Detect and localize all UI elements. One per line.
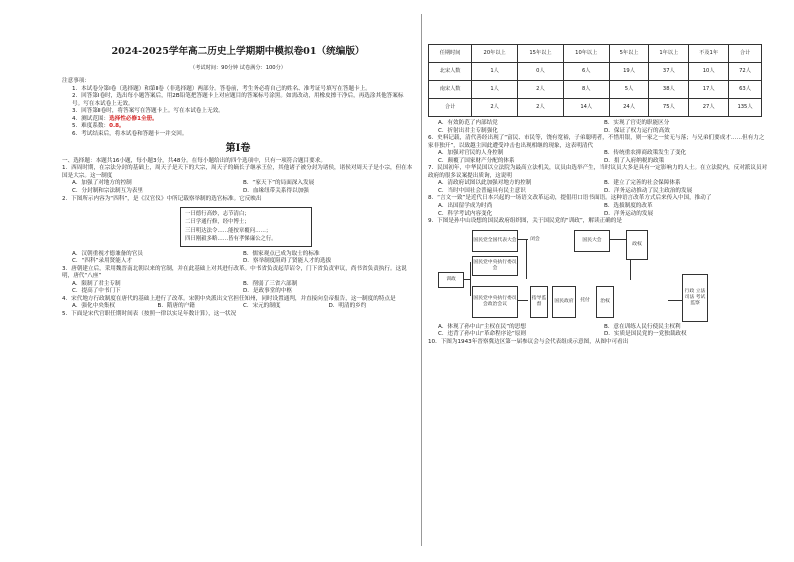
option[interactable]: B．“家天下”的局面深入发展: [243, 180, 315, 187]
node-five-branches: 行政 立法 司法 考试 监察: [682, 274, 708, 322]
table-cell: 2人: [472, 99, 518, 117]
government-structure-diagram: [428, 230, 770, 324]
option[interactable]: C．科学考试内容变化: [438, 210, 493, 217]
connector-line: [668, 300, 682, 301]
option[interactable]: C．提高了中书门下: [72, 288, 121, 295]
connector-line: [526, 239, 527, 279]
table-cell: 19人: [609, 63, 649, 81]
question-7: 7．民国初年，中华民国以立法院为最高立法机关，议员由选举产生，当时议员大多是具有一定影响力的人士。在立法院内，反对派议员对政府的很多议案提出质询，这说明: [428, 165, 768, 179]
option[interactable]: C．颠覆了国家财产分配的体系: [438, 157, 515, 164]
option[interactable]: A．清政府试图以此加强对地方的控制: [438, 180, 532, 187]
node-entrust: 托付: [578, 286, 592, 316]
question-6: 6．史料记载，清代善经出现了“富民、市民等，饶有宽裕，子弟聪明者，不惜用银，则一家之一贫无与落；与兄弟们要成才……但有力之家非独开”，以致越主因此遭受冲击也出现相继的现象，这表明清代: [428, 135, 765, 149]
exam-subtitle: （考试时间：90分钟 试卷满分：100分）: [190, 64, 286, 71]
option[interactable]: C．分封制和宗法制互为表里: [72, 188, 144, 195]
table-row: [429, 63, 762, 81]
table-cell: 1人: [472, 81, 518, 99]
table-header-cell: 15年以上: [518, 45, 564, 63]
option[interactable]: B．削弱了三省六部制: [243, 280, 298, 287]
question-3: 3．唐朝建立后，采用魏晋南北朝以来的官制，并在此基础上对其进行改革。中书省负责起草诏令，门下省负责审议，尚书省负责执行。这说明，唐代“八座”: [62, 265, 407, 280]
question-2-options: [62, 251, 414, 266]
option[interactable]: A．加强对官民的人身控制: [438, 150, 504, 157]
node-governance-power: 治权: [596, 286, 614, 318]
question-4: 4．宋代地方行政制度在唐代的基础上进行了改革。宋朝中央派出文官担任知州，同时设置通判，并直接向皇帝报告，这一制度的特点是: [62, 295, 396, 302]
option[interactable]: D．血缘纽带关系得以加强: [243, 188, 309, 195]
node-central-executive: 国民党中央执行委员会: [472, 256, 518, 276]
node-national-assembly: 国民大会: [574, 230, 610, 252]
option[interactable]: B．实现了官吏的职能区分: [604, 120, 670, 126]
difficulty-value: 0.8。: [109, 123, 125, 130]
node-guidance: 指导监督: [530, 286, 548, 318]
option[interactable]: D．明清的乡约: [328, 303, 367, 310]
table-cell: 10人: [689, 63, 729, 81]
node-political-council: 国民党中央执行委员会政治会议: [472, 286, 518, 318]
option[interactable]: A．出国留学成为时尚: [438, 203, 493, 210]
table-header-cell: 任期时间: [429, 45, 472, 63]
option[interactable]: D．是政事堂的中枢: [243, 288, 293, 295]
option[interactable]: D．保证了权力运行的高效: [604, 127, 670, 134]
table-row: [429, 99, 762, 117]
quote-line: 四曰刚毅多略……皆有孝悌廉公之行。: [185, 236, 277, 243]
connector-line: [470, 262, 471, 296]
table-cell: 5人: [609, 81, 649, 99]
tenure-table: [428, 44, 762, 117]
question-2: 2．下图所示内容为“四科”，是《汉官仪》中所记载察举制的选官标准。它反映出: [62, 195, 262, 202]
question-4-options: [62, 303, 414, 311]
option[interactable]: C．“四科”录用贤能人才: [72, 258, 133, 265]
option[interactable]: B．建立了完善的社会保障体系: [604, 180, 681, 187]
table-cell: 75人: [649, 99, 689, 117]
table-header-cell: 1年以上: [649, 45, 689, 63]
question-6-options: [428, 150, 770, 165]
question-5: 5．下面是宋代官职任期时间表（按照一律以实足年数计算），这一状况: [62, 310, 237, 317]
table-cell: 8人: [563, 81, 609, 99]
table-row: [429, 81, 762, 99]
node-tutelage: 训政: [438, 272, 464, 288]
quote-line: 二曰学通行修，经中博士；: [185, 219, 250, 226]
note-4-label: 4．测试范围：: [72, 115, 110, 122]
node-political-power: 政权: [626, 230, 648, 260]
option[interactable]: D．洋务运动的发展: [604, 210, 654, 217]
note-5-label: 5．难度系数：: [72, 123, 110, 130]
table-cell: 135人: [729, 99, 762, 117]
question-9-options: [428, 324, 770, 339]
table-cell: 24人: [609, 99, 649, 117]
table-cell: 北宋人数: [429, 63, 472, 81]
table-header-cell: 不及1年: [689, 45, 729, 63]
option[interactable]: B．意在训练人民行使民主权利: [604, 323, 681, 330]
section-instructions: 一、选择题：本题共16小题，每小题3分，共48分。在每小题给出的四个选项中，只有一项符合题目要求。: [62, 157, 326, 164]
column-divider: [421, 14, 422, 546]
table-cell: 6人: [563, 63, 609, 81]
option[interactable]: A．有效防范了内部结党: [438, 120, 498, 126]
question-8: 8．“言文一致”是近代日本兴起的一场语文改革运动，提倡用口语书面语。这种语言改革方式后来传入中国，推动了: [428, 195, 712, 202]
table-cell: 1人: [472, 63, 518, 81]
option[interactable]: C．当时中国社会普遍具有民主意识: [438, 187, 526, 194]
left-column: [62, 0, 414, 319]
option[interactable]: D．捐了入府纳税的政策: [604, 157, 665, 164]
option[interactable]: A．限制了君主专制: [72, 280, 121, 287]
option[interactable]: C．宋元的制度: [243, 303, 281, 310]
note-3: 3．回答第Ⅱ卷时，将答案写在答题卡上。写在本试卷上无效。: [72, 108, 224, 115]
note-2: 2．回答第Ⅰ卷时，选出每小题答案后，用2B铅笔把答题卡上对应题目的答案标号涂黑。如需改动，用橡皮擦干净后，再选涂其他答案标号。写在本试卷上无效。: [72, 93, 404, 107]
question-9: 9．下图是孙中山设想的国民政府组织图，关于国民党的“训政”，解读正确的是: [428, 218, 622, 225]
quote-line: 一曰德行高妙，志节清白；: [185, 211, 250, 218]
option[interactable]: D．察举制度阻碍了贤能人才的选拔: [243, 258, 332, 265]
option[interactable]: A．强化中央集权: [72, 303, 115, 310]
exam-title: 2024-2025学年高二历史上学期期中模拟卷01（统编版）: [111, 46, 365, 57]
option[interactable]: C．违背了孙中山“革命程序论”原则: [438, 331, 527, 338]
connector-line: [608, 239, 626, 240]
table-cell: 27人: [689, 99, 729, 117]
question-1-options: [62, 180, 414, 195]
node-national-government: 国民政府: [552, 286, 576, 318]
option[interactable]: A．汉朝重视才德兼备的官员: [72, 250, 143, 257]
table-cell: 72人: [729, 63, 762, 81]
note-6: 6．考试结束后，将本试卷和答题卡一并交回。: [72, 130, 188, 137]
table-cell: 南宋人数: [429, 81, 472, 99]
question-3-options: [62, 281, 414, 296]
notes-heading: 注意事项：: [62, 77, 90, 84]
node-party-congress: 国民党全国代表大会: [472, 230, 518, 252]
note-5: [62, 123, 414, 131]
option[interactable]: B．儒家观点已成为取士的标准: [243, 250, 320, 257]
table-cell: 14人: [563, 99, 609, 117]
option[interactable]: B．传统重农抑商政策发生了变化: [604, 150, 687, 157]
node-recess: 闭会: [528, 233, 542, 247]
quote-line: 三曰明达法令……能按章覆问……；: [185, 227, 272, 234]
connector-line: [630, 258, 631, 280]
table-header-cell: 合计: [729, 45, 762, 63]
option[interactable]: C．折射出君主专制强化: [438, 127, 498, 134]
option[interactable]: B．隋唐的户籍: [157, 303, 195, 310]
table-cell: 37人: [649, 63, 689, 81]
question-1: 1．西周时期，在宗法分封的基础上，周天子是天下的大宗，周天子的嫡长子继承王位，其他诸子被分封为诸侯，诸侯对周天子是小宗，但在本国是大宗。这一制度: [62, 165, 413, 179]
table-cell: 38人: [649, 81, 689, 99]
question-5-options: [428, 120, 770, 135]
option[interactable]: B．选拔制度的改革: [604, 203, 653, 210]
table-cell: 63人: [729, 81, 762, 99]
option[interactable]: D．实质是国民党的一党独裁政权: [604, 331, 687, 338]
question-8-options: [428, 203, 770, 218]
table-cell: 0人: [518, 63, 564, 81]
option[interactable]: A．体现了孙中山“主权在民”的思想: [438, 323, 526, 330]
table-cell: 2人: [518, 99, 564, 117]
option[interactable]: A．加强了对地方的控制: [72, 180, 132, 187]
table-cell: 17人: [689, 81, 729, 99]
table-header-row: [429, 45, 762, 63]
volume-heading: 第Ⅰ卷: [225, 143, 251, 155]
table-header-cell: 20年以上: [472, 45, 518, 63]
right-column: [428, 0, 770, 346]
note-1: 1．本试卷分第Ⅰ卷（选择题）和第Ⅱ卷（非选择题）两部分。答卷前，考生务必将自己的姓名、准考证号填写在答题卡上。: [72, 85, 371, 92]
table-header-cell: 5年以上: [609, 45, 649, 63]
table-header-cell: 10年以上: [563, 45, 609, 63]
test-scope: 选择性必修1全册。: [109, 115, 158, 122]
table-cell: 2人: [518, 81, 564, 99]
question-7-options: [428, 180, 770, 195]
question-10: 10．下图为1943年晋察冀边区第一届参议会与会代表组成示意图，从图中可看出: [428, 338, 629, 345]
option[interactable]: D．洋务运动推动了民主政治的发展: [604, 187, 693, 194]
quote-box: [180, 207, 312, 247]
table-cell: 合计: [429, 99, 472, 117]
